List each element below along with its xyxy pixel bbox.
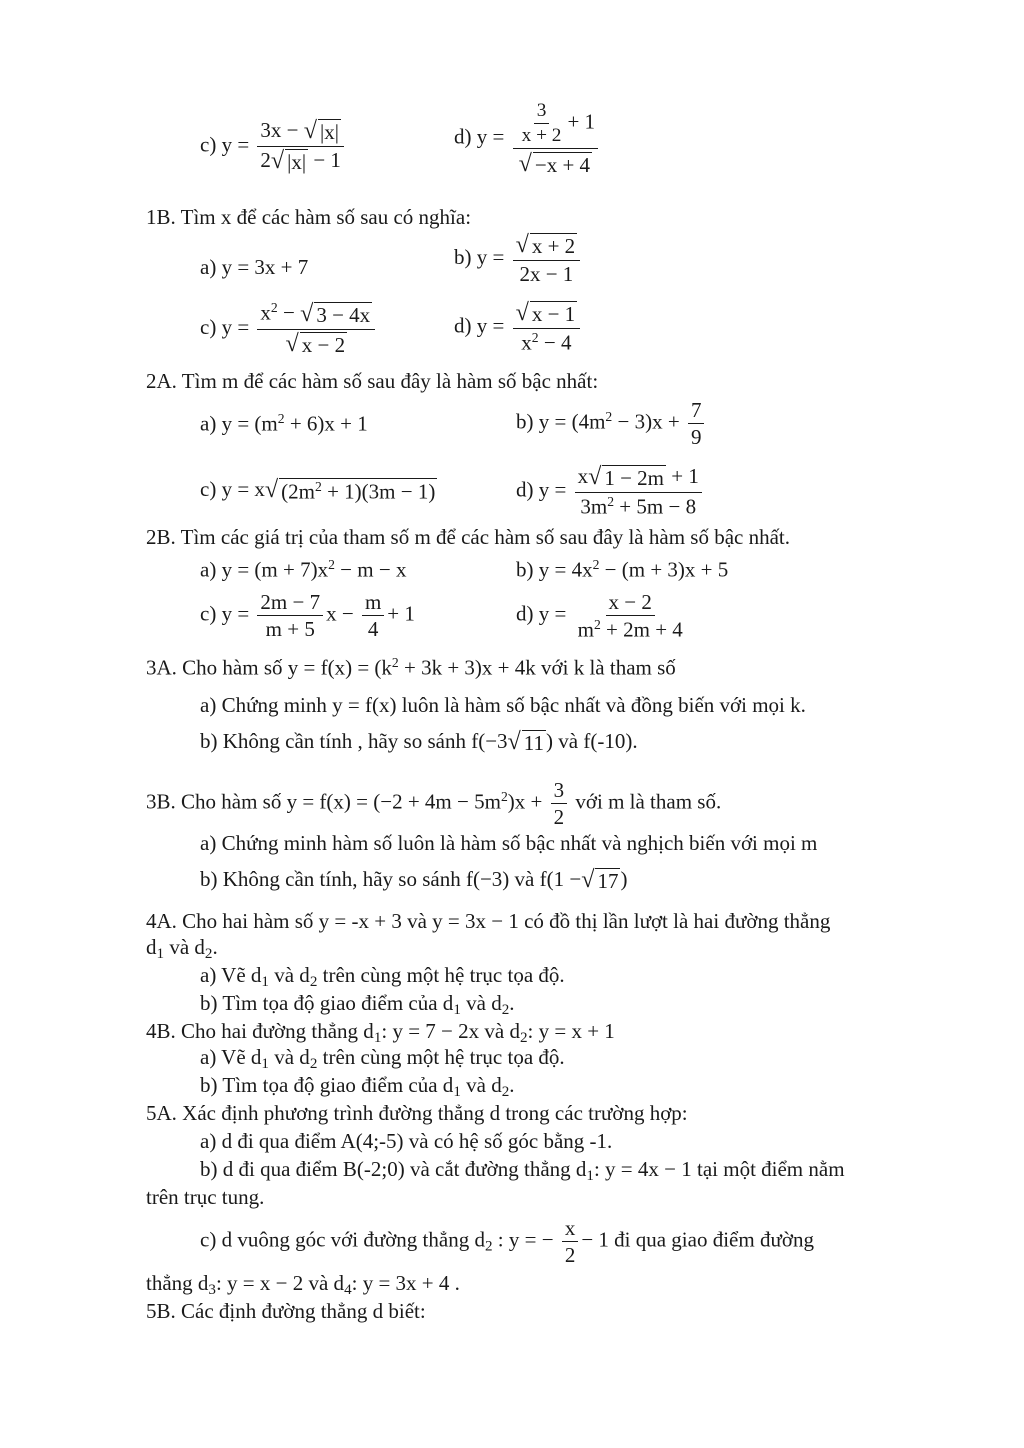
- expr-part: a) Vẽ d: [200, 963, 262, 987]
- fraction: [519, 100, 565, 147]
- radicand: x + 2: [531, 234, 576, 259]
- denominator: 2: [553, 805, 565, 830]
- exercise-1A-d: [454, 100, 601, 178]
- radicand: x − 2: [301, 332, 346, 357]
- subscript: 2: [204, 946, 213, 963]
- expr-part: : y = x + 1: [527, 1019, 615, 1043]
- exercise-2B-d: [516, 590, 689, 642]
- expr-part: + 1: [387, 601, 415, 626]
- superscript: 2: [270, 300, 278, 315]
- radicand-part: + 1)(3m − 1): [321, 479, 436, 504]
- superscript: 2: [277, 411, 285, 426]
- expr-part: trên cùng một hệ trục tọa độ.: [317, 1045, 565, 1069]
- radicand: |x|: [320, 120, 339, 145]
- exercise-5A-a: a) d đi qua điểm A(4;-5) và có hệ số góc bằng -1.: [200, 1129, 613, 1153]
- expr-part: + 1: [567, 109, 596, 134]
- fraction: [562, 1216, 579, 1267]
- exercise-5B-heading: 5B. Các định đường thẳng d biết:: [146, 1299, 426, 1323]
- expr-part: + 2m + 4: [600, 617, 683, 642]
- item-label: c): [200, 601, 217, 626]
- fraction: [257, 300, 375, 358]
- exercise-4A-heading: 4A. Cho hai hàm số y = -x + 3 và y = 3x − 1 có đồ thị lần lượt là hai đường thẳng: [146, 909, 831, 933]
- subscript: 1: [261, 1056, 269, 1073]
- radicand: x − 1: [531, 302, 576, 327]
- expr-lhs: y =: [221, 601, 250, 626]
- square-root: √ 17: [581, 866, 619, 894]
- denominator: m + 5: [265, 617, 315, 642]
- exercise-5A-b: [200, 1156, 845, 1186]
- subscript: 1: [453, 1002, 461, 1019]
- subscript: 1: [586, 1168, 594, 1185]
- denominator: x + 2: [521, 125, 562, 147]
- exercise-3B-b: [200, 866, 627, 894]
- item-label: c): [200, 314, 217, 339]
- exercise-2B-heading: 2B. Tìm các giá trị của tham số m để các hàm số sau đây là hàm số bậc nhất.: [146, 525, 790, 549]
- square-root: √ 11: [507, 728, 545, 756]
- exercise-2B-b: [516, 556, 728, 583]
- expr-part: thẳng d: [146, 1271, 209, 1295]
- expr-part: b) Tìm tọa độ giao điểm của d: [200, 1073, 454, 1097]
- superscript: 2: [315, 478, 322, 494]
- expr-part: + 1: [671, 464, 699, 488]
- fraction: [575, 464, 702, 519]
- expr-part: .: [212, 935, 218, 959]
- expr-part: m: [577, 617, 594, 642]
- exercise-2A-heading: 2A. Tìm m để các hàm số sau đây là hàm số bậc nhất:: [146, 369, 599, 393]
- expr-part: x −: [326, 601, 354, 626]
- expr-part: y = x: [221, 477, 265, 501]
- item-label: d): [516, 477, 534, 502]
- exercise-2A-a: [200, 410, 368, 437]
- subscript: 2: [519, 1030, 528, 1047]
- fraction: [551, 778, 568, 829]
- expr-part: .: [509, 991, 515, 1015]
- expr-part: x: [577, 464, 589, 488]
- superscript: 2: [391, 655, 399, 670]
- subscript: 2: [484, 1238, 493, 1255]
- exercise-5A-c-cont: [146, 1270, 460, 1300]
- expr-part: c) d vuông góc với đường thẳng d: [200, 1227, 485, 1252]
- expr-part: −: [283, 300, 295, 325]
- expr-part: và d: [268, 1045, 310, 1069]
- expr-lhs: y =: [221, 132, 250, 157]
- item-label: c): [200, 477, 217, 501]
- subscript: 4: [344, 1282, 352, 1299]
- expr-part: + 5m − 8: [614, 494, 697, 519]
- subscript: 2: [501, 1002, 510, 1019]
- expr-part: ) và f(-10).: [546, 729, 638, 753]
- exercise-1B-a: [200, 254, 308, 280]
- numerator: m: [362, 590, 384, 616]
- exercise-2A-c: [200, 476, 437, 505]
- numerator: 7: [688, 398, 705, 424]
- exercise-2A-d: [516, 464, 705, 519]
- expr-part: 3m: [580, 494, 608, 519]
- numerator: x: [562, 1216, 579, 1242]
- superscript: 2: [605, 408, 613, 424]
- exercise-5A-heading: 5A. Xác định phương trình đường thẳng d trong các trường hợp:: [146, 1101, 688, 1125]
- superscript: 2: [593, 617, 601, 633]
- expr-part: x: [260, 300, 271, 325]
- expr-part: b) d đi qua điểm B(-2;0) và cắt đường thẳng d: [200, 1157, 587, 1181]
- exercise-4B-a: [200, 1044, 565, 1074]
- superscript: 2: [500, 788, 508, 804]
- expr-part: − 3)x +: [612, 409, 680, 434]
- subscript: 2: [309, 974, 318, 991]
- expr-part: − m − x: [334, 557, 407, 582]
- item-label: d): [454, 313, 472, 338]
- expr-part: )x +: [507, 789, 543, 814]
- exercise-5A-c: [200, 1216, 814, 1267]
- expr-part: : y = 3x + 4 .: [351, 1271, 460, 1295]
- expr-lhs: y =: [538, 601, 567, 626]
- radicand: 3 − 4x: [316, 302, 371, 327]
- exercise-1B-d: [454, 300, 583, 355]
- expression: y = 3x + 7: [221, 255, 309, 279]
- expr-part: và d: [460, 1073, 502, 1097]
- expr-part: với m là tham số.: [570, 789, 722, 814]
- radicand: 1 − 2m: [604, 466, 665, 491]
- denominator: 2x − 1: [519, 262, 574, 287]
- expr-part: .: [509, 1073, 515, 1097]
- numerator: 3: [551, 778, 568, 804]
- expr-part: và d: [268, 963, 310, 987]
- expr-part: y = 4x: [538, 557, 593, 582]
- expr-part: − 4: [543, 330, 572, 355]
- square-root: √ 3 − 4x: [300, 299, 371, 327]
- item-label: d): [454, 124, 472, 149]
- superscript: 2: [607, 494, 615, 510]
- square-root: √ x + 2: [515, 231, 576, 259]
- expr-part: và d: [460, 991, 502, 1015]
- superscript: 2: [328, 557, 335, 572]
- expr-lhs: y =: [476, 245, 505, 270]
- expr-part: : y = 4x − 1 tại một điểm nằm: [593, 1157, 845, 1181]
- expr-part: − 1 đi qua giao điểm đường: [581, 1227, 814, 1252]
- fraction: [257, 118, 344, 176]
- expr-part: + 3k + 3)x + 4k với k là tham số: [398, 655, 676, 680]
- expr-part: và d: [164, 935, 205, 959]
- square-root: √ x − 2: [285, 329, 346, 357]
- expr-part: 3B. Cho hàm số y = f(x) = (−2 + 4m − 5m: [146, 789, 501, 814]
- expr-part: b) Không cần tính , hãy so sánh f(−3: [200, 729, 508, 753]
- subscript: 2: [501, 1084, 510, 1101]
- expr-part: trên cùng một hệ trục tọa độ.: [317, 963, 565, 987]
- exercise-3B-heading: [146, 778, 721, 829]
- square-root: √ x − 1: [515, 299, 576, 327]
- fraction: [257, 590, 323, 641]
- item-label: a): [200, 411, 217, 436]
- expr-part: y = (m + 7)x: [221, 557, 329, 582]
- expr-part: − 1: [313, 148, 341, 173]
- exercise-4A-heading-cont: [146, 934, 218, 964]
- item-label: b): [516, 557, 534, 582]
- item-label: a): [200, 557, 217, 582]
- expr-part: a) Vẽ d: [200, 1045, 262, 1069]
- expr-part: b) Không cần tính, hãy so sánh f(−3) và f(1 −: [200, 867, 582, 891]
- radicand: 11: [523, 731, 545, 756]
- subscript: 3: [208, 1282, 216, 1299]
- fraction: [362, 590, 384, 641]
- item-label: d): [516, 601, 534, 626]
- expr-part: d: [146, 935, 157, 959]
- item-label: a): [200, 255, 217, 279]
- superscript: 2: [592, 557, 600, 572]
- superscript: 2: [531, 330, 539, 346]
- square-root: √ 1 − 2m: [588, 463, 665, 491]
- subscript: 2: [309, 1056, 318, 1073]
- expr-part: y = (m: [221, 411, 278, 436]
- expr-lhs: y =: [538, 477, 567, 502]
- item-label: c): [200, 132, 217, 157]
- expr-part: + 6)x + 1: [284, 411, 368, 436]
- exercise-3B-a: a) Chứng minh hàm số luôn là hàm số bậc nhất và nghịch biến với mọi m: [200, 831, 818, 855]
- numerator: x − 2: [606, 590, 655, 616]
- subscript: 1: [373, 1030, 382, 1047]
- expr-part: 4B. Cho hai đường thẳng d: [146, 1019, 374, 1043]
- numerator: 2m − 7: [257, 590, 323, 616]
- exercise-1B-c: [200, 300, 378, 358]
- expr-lhs: y =: [476, 124, 505, 149]
- exercise-3A-heading: [146, 654, 676, 681]
- fraction: [513, 100, 598, 178]
- expr-part: : y = 7 − 2x và d: [381, 1019, 520, 1043]
- denominator: 9: [690, 425, 702, 450]
- fraction: [513, 300, 581, 355]
- fraction: [513, 232, 581, 286]
- exercise-2B-c: [200, 590, 415, 641]
- item-label: b): [454, 245, 472, 270]
- expr-part: : y = −: [492, 1227, 554, 1252]
- radicand: −x + 4: [534, 152, 591, 177]
- expr-part: x: [521, 330, 532, 355]
- subscript: 1: [156, 946, 165, 963]
- exercise-4B-b: [200, 1072, 515, 1102]
- denominator: 4: [367, 617, 379, 642]
- exercise-5A-b-cont: trên trục tung.: [146, 1185, 265, 1209]
- expr-part: y = (4m: [538, 409, 606, 434]
- exercise-2A-b: [516, 398, 707, 449]
- exercise-2B-a: [200, 556, 406, 583]
- square-root: √ |x|: [270, 147, 307, 175]
- expr-part: b) Tìm tọa độ giao điểm của d: [200, 991, 454, 1015]
- exercise-3A-a: a) Chứng minh y = f(x) luôn là hàm số bậc nhất và đồng biến với mọi k.: [200, 693, 806, 717]
- exercise-3A-b: [200, 728, 638, 756]
- expr-part: : y = x − 2 và d: [215, 1271, 345, 1295]
- expr-part: ): [620, 867, 628, 891]
- square-root: √ |x|: [303, 117, 339, 145]
- exercise-1B-b: [454, 232, 583, 286]
- fraction: [575, 590, 686, 642]
- exercise-1A-c: [200, 118, 347, 176]
- expr-part: 3A. Cho hàm số y = f(x) = (k: [146, 655, 392, 680]
- subscript: 1: [453, 1084, 461, 1101]
- subscript: 1: [261, 974, 269, 991]
- expr-part: 2: [260, 148, 271, 173]
- expr-lhs: y =: [221, 314, 250, 339]
- expr-lhs: y =: [476, 313, 505, 338]
- radicand: |x|: [287, 150, 307, 175]
- exercise-4A-a: [200, 962, 565, 992]
- expr-part: − (m + 3)x + 5: [599, 557, 729, 582]
- exercise-1B-heading: 1B. Tìm x để các hàm số sau có nghĩa:: [146, 205, 472, 229]
- fraction: [688, 398, 705, 449]
- square-root: √ −x + 4: [518, 149, 591, 177]
- radicand-part: (2m: [281, 479, 315, 504]
- square-root: √ $(2m^2 + 1)(3m - 1)$: [264, 475, 436, 504]
- radicand: 17: [597, 869, 619, 894]
- exercise-4A-b: [200, 990, 515, 1020]
- item-label: b): [516, 409, 534, 434]
- expr-part: 3x −: [260, 118, 299, 142]
- numerator: 3: [534, 100, 550, 124]
- denominator: 2: [564, 1243, 576, 1268]
